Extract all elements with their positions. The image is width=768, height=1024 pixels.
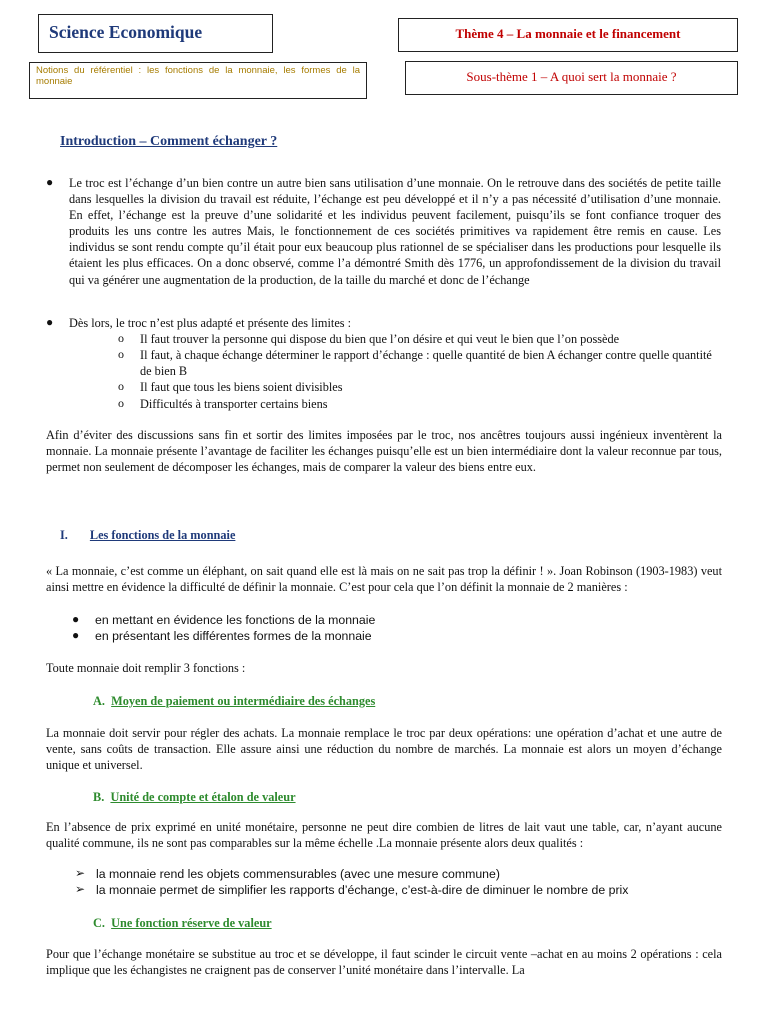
bullet-icon: ● [72,612,80,626]
subsection-b-heading [93,790,296,805]
circle-bullet-icon: o [118,347,124,361]
subsection-c-heading [93,916,272,931]
limit-item: Il faut trouver la personne qui dispose du bien que l’on désire et qui veut le bien que l’on possède [140,332,620,346]
quality-item: la monnaie permet de simplifier les rapports d’échange, c’est-à-dire de diminuer le nombre de prix [96,883,629,897]
limit-item: Difficultés à transporter certains biens [140,397,328,411]
circle-bullet-icon: o [118,396,124,410]
section-1-heading [60,528,235,543]
definition-way: en présentant les différentes formes de la monnaie [95,629,372,643]
subsection-a-heading [93,694,375,709]
subsection-b-title: Unité de compte et étalon de valeur [110,790,296,804]
definition-way: en mettant en évidence les fonctions de la monnaie [95,613,376,627]
functions-intro: Toute monnaie doit remplir 3 fonctions : [46,661,246,675]
intro-paragraph-3: Afin d’éviter des discussions sans fin et sortir des limites imposées par le troc, nos ancêtres toujours aussi ingénieux inventèrent la monnaie. La monnaie présente l’avantage de faciliter les échanges puisqu’elle est un bien intermédiaire dont la valeur reconnue par tous, permet non seulement de décomposer les échanges, mais de comparer la valeur des biens entre eux. [46,428,722,475]
bullet-icon: ● [72,628,80,642]
limit-item: Il faut que tous les biens soient divisibles [140,380,343,394]
section-1-title: Les fonctions de la monnaie [89,528,236,542]
sub-theme-title: Sous-thème 1 – A quoi sert la monnaie ? [405,61,738,95]
subsection-a-text: La monnaie doit servir pour régler des achats. La monnaie remplace le troc par deux opérations: une opération d’achat et une autre de vente, sans coûts de transaction. Elle assure ainsi une réduction du nombre de marchés. La monnaie est alors un moyen d’échange unique et universel. [46,726,722,773]
intro-paragraph-2: Dès lors, le troc n’est plus adapté et présente des limites : [69,316,352,330]
bullet-icon: ● [46,175,54,189]
subsection-c-text: Pour que l’échange monétaire se substitue au troc et se développe, il faut scinder le circuit vente –achat en au moins 2 opérations : cela implique que les échangistes ne craignent pas de conserver l’unité monétaire dans l’intervalle. La [46,947,722,978]
section-1-number: I. [60,528,68,542]
limit-item: Il faut, à chaque échange déterminer le rapport d’échange : quelle quantité de bien A échanger contre quelle quantité de bien B [140,348,712,379]
circle-bullet-icon: o [118,331,124,345]
arrow-bullet-icon: ➢ [75,866,86,880]
theme-title: Thème 4 – La monnaie et le financement [398,18,738,52]
subsection-b-letter: B. [93,790,105,804]
notions-box: Notions du référentiel : les fonctions de la monnaie, les formes de la monnaie [29,62,367,99]
robinson-quote: « La monnaie, c’est comme un éléphant, on sait quand elle est là mais on ne sait pas trop la définir ! ». Joan Robinson (1903-1983) veut ainsi mettre en évidence la difficulté de définir la monnaie. C’est pour cela que l’on définit la monnaie de 2 manières : [46,564,722,595]
subsection-b-text: En l’absence de prix exprimé en unité monétaire, personne ne peut dire combien de litres de lait vaut une table, car, n’ayant aucune qualité commune, ils ne sont pas comparables sur la même échelle .La monnaie présente alors deux qualités : [46,820,722,851]
intro-heading: Introduction – Comment échanger ? [60,134,278,149]
subsection-a-letter: A. [93,694,105,708]
bullet-icon: ● [46,315,54,329]
subsection-a-title: Moyen de paiement ou intermédiaire des échanges [111,694,376,708]
subsection-c-title: Une fonction réserve de valeur [111,916,272,930]
quality-item: la monnaie rend les objets commensurables (avec une mesure commune) [96,867,500,881]
subject-title: Science Economique [38,14,273,53]
circle-bullet-icon: o [118,379,124,393]
intro-paragraph-1: Le troc est l’échange d’un bien contre un autre bien sans utilisation d’une monnaie. On le retrouve dans des sociétés de petite taille dans lesquelles la division du travail est réduite, l’échange est peu développé et il n’y a pas nécessité d’utilisation d’une monnaie. En effet, l’échange est la preuve d’une solidarité et les individus peuvent facilement, puisqu’ils se font confiance troquer des produits les uns contre les autres Mais, le fonctionnement de ces sociétés primitives va rapidement être remis en cause. Les individus se sont rendu compte qu’il était pour eux beaucoup plus rationnel de se spécialiser dans les productions pour lesquelle ils étaient les plus efficaces. On a donc observé, comme l’a démontré Smith dès 1776, un approfondissement de la division du travail qui va générer une augmentation de la production, de la taille du marché et donc de l’échange [69,176,721,287]
arrow-bullet-icon: ➢ [75,882,86,896]
subsection-c-letter: C. [93,916,105,930]
